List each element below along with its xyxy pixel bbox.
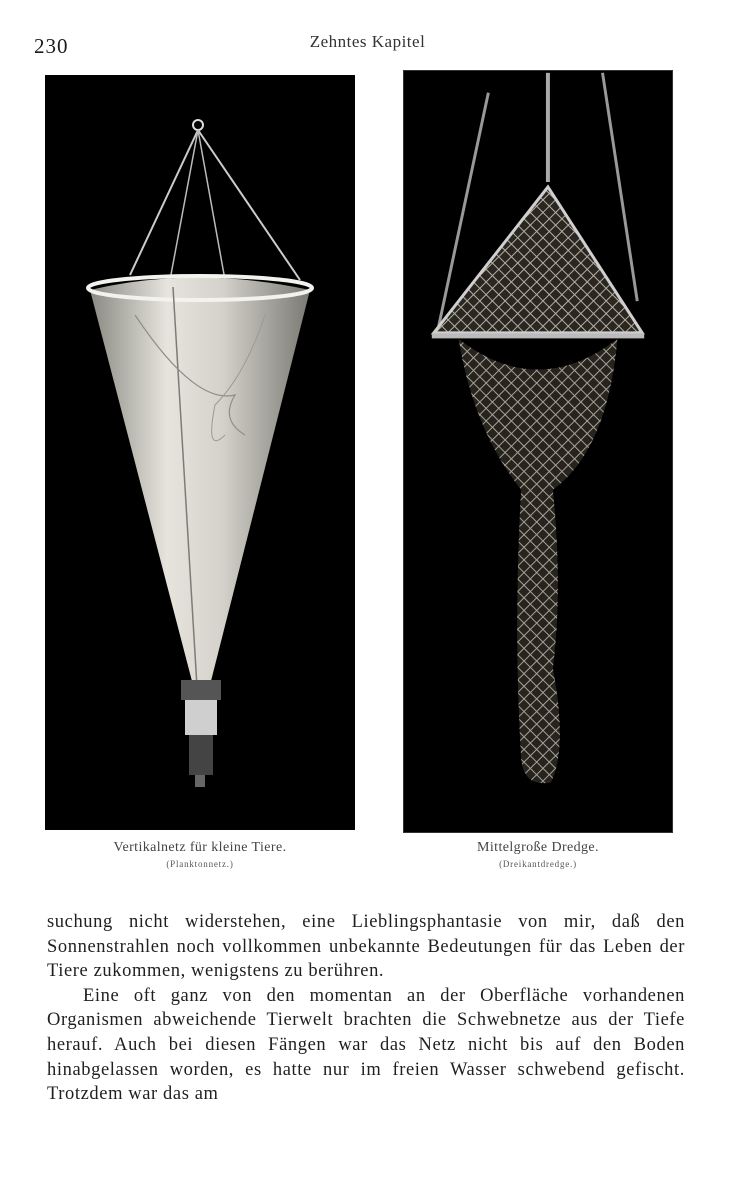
paragraph-1: suchung nicht widerstehen, eine Lieblingsphantasie von mir, daß den Sonnenstrahlen noch vollkommen unbekannte Bedeutungen für das Leben der Tiere zukommen, wenigstens zu berühren. xyxy=(47,912,685,982)
caption-title: Mittelgroße Dredge. xyxy=(477,840,599,855)
dredge-photo xyxy=(403,70,673,833)
caption-title: Vertikalnetz für kleine Tiere. xyxy=(113,840,287,855)
page-header xyxy=(0,28,735,58)
caption-plankton-net xyxy=(45,840,355,869)
caption-subtitle: (Planktonnetz.) xyxy=(166,859,234,869)
caption-dredge xyxy=(403,840,673,869)
paragraph-2: Eine oft ganz von den momentan an der Oberfläche vorhandenen Organismen abweichende Tierwelt brachten die Schwebnetze aus der Tiefe herauf. Auch bei diesen Fängen war das Netz nicht bis auf den Boden hinabgelassen worden, es hatte nur im freien Wasser schwebend gefischt. Trotzdem war das am xyxy=(47,985,685,1105)
caption-subtitle: (Dreikantdredge.) xyxy=(499,859,577,869)
running-head: Zehntes Kapitel xyxy=(309,32,426,51)
plankton-net-photo xyxy=(45,75,355,830)
page-number: 230 xyxy=(34,34,69,58)
body-text xyxy=(47,910,685,1107)
